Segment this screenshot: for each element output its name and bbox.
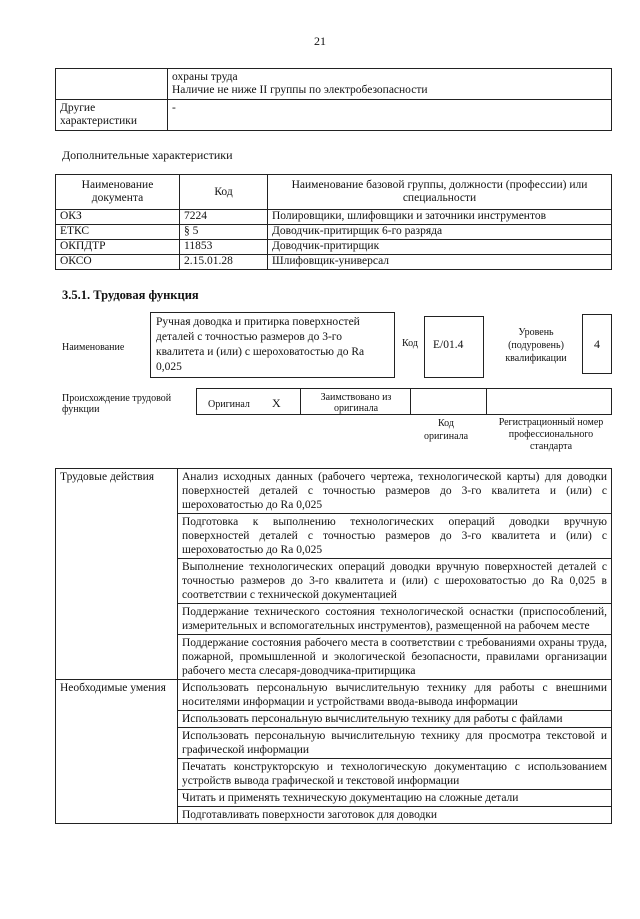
cell: ОКПДТР bbox=[56, 240, 180, 255]
level-label: Уровень (подуровень) квалификации bbox=[505, 327, 567, 364]
function-name: Ручная доводка и притирка поверхностей деталей с точностью размеров до 3-го квалитета и (или) с шероховатостью до Ra 0,025 bbox=[156, 316, 365, 373]
page-number: 21 bbox=[314, 34, 326, 48]
borrowed-label: Заимствовано из оригинала bbox=[320, 392, 392, 414]
action-item: Выполнение технологических операций доводки вручную поверхностей деталей с точностью размеров до 3-го квалитета и (или) с шероховатостью до Ra 0,025 в соответствии с технической документацией bbox=[178, 559, 612, 604]
row-label: Другие характеристики bbox=[56, 100, 168, 131]
cell: ОКЗ bbox=[56, 210, 180, 225]
origin-divider-2 bbox=[410, 388, 411, 415]
table-row bbox=[56, 469, 612, 514]
skills-label: Необходимые умения bbox=[56, 680, 178, 824]
table-row bbox=[56, 255, 612, 270]
cell: § 5 bbox=[180, 225, 268, 240]
cell: 2.15.01.28 bbox=[180, 255, 268, 270]
code-label: Код bbox=[402, 338, 418, 349]
row-value bbox=[168, 69, 612, 100]
skill-item: Читать и применять техническую документацию на сложные детали bbox=[178, 790, 612, 807]
table-row bbox=[56, 240, 612, 255]
col-header: Наименование документа bbox=[56, 175, 180, 210]
code-original-label: Код оригинала bbox=[423, 418, 469, 442]
origin-divider-3 bbox=[486, 388, 487, 415]
skill-item: Использовать персональную вычислительную технику для работы с внешними носителями информации и устройствами ввода-вывода информации bbox=[178, 680, 612, 711]
origin-label: Происхождение трудовой функции bbox=[62, 393, 172, 415]
function-code: E/01.4 bbox=[433, 339, 464, 351]
origin-divider-1 bbox=[300, 388, 301, 415]
table-row bbox=[56, 225, 612, 240]
labor-details-table bbox=[55, 468, 612, 824]
cell: ОКСО bbox=[56, 255, 180, 270]
table-row bbox=[56, 210, 612, 225]
original-mark: X bbox=[272, 396, 281, 410]
cell: Доводчик-притирщик 6-го разряда bbox=[268, 225, 612, 240]
action-item: Поддержание технического состояния технологической оснастки (приспособлений, измерительных и вспомогательных инструментов), размещенной на рабочем месте bbox=[178, 604, 612, 635]
name-label: Наименование bbox=[62, 342, 125, 353]
original-label: Оригинал bbox=[208, 399, 250, 410]
actions-label: Трудовые действия bbox=[56, 469, 178, 680]
row-label bbox=[56, 69, 168, 100]
skill-item: Использовать персональную вычислительную технику для просмотра текстовой и графической информации bbox=[178, 728, 612, 759]
function-name-box bbox=[150, 312, 395, 378]
cell: Доводчик-притирщик bbox=[268, 240, 612, 255]
col-header: Код bbox=[180, 175, 268, 210]
col-header: Наименование базовой группы, должности (профессии) или специальности bbox=[268, 175, 612, 210]
cell: ЕТКС bbox=[56, 225, 180, 240]
action-item: Поддержание состояния рабочего места в соответствии с требованиями охраны труда, пожарной, промышленной и экологической безопасности, правилами организации рабочего места слесаря-доводчика-притирщика bbox=[178, 635, 612, 680]
value-line: Наличие не ниже II группы по электробезопасности bbox=[172, 84, 428, 96]
action-item: Подготовка к выполнению технологических операций доводки вручную поверхностей деталей с точностью размеров до 3-го квалитета и (или) с шероховатостью до Ra 0,025 bbox=[178, 514, 612, 559]
skill-item: Использовать персональную вычислительную технику для работы с файлами bbox=[178, 711, 612, 728]
level-box bbox=[582, 314, 612, 374]
value-line: охраны труда bbox=[172, 71, 238, 83]
additional-characteristics-table bbox=[55, 174, 612, 270]
cell: 11853 bbox=[180, 240, 268, 255]
header-row bbox=[56, 175, 612, 210]
skill-item: Подготавливать поверхности заготовок для доводки bbox=[178, 807, 612, 824]
table-row bbox=[56, 680, 612, 711]
reg-number-label: Регистрационный номер профессионального стандарта bbox=[498, 417, 604, 452]
cell: Шлифовщик-универсал bbox=[268, 255, 612, 270]
level-value: 4 bbox=[594, 337, 600, 351]
action-item: Анализ исходных данных (рабочего чертежа, технологической карты) для доводки поверхностей деталей с точностью размеров до 3-го квалитета и (или) с шероховатостью до Ra 0,025 bbox=[178, 469, 612, 514]
function-code-box bbox=[424, 316, 484, 378]
section-title: 3.5.1. Трудовая функция bbox=[62, 288, 199, 302]
cell: Полировщики, шлифовщики и заточники инструментов bbox=[268, 210, 612, 225]
skill-item: Печатать конструкторскую и технологическую документацию с использованием устройств вывода графической и текстовой информации bbox=[178, 759, 612, 790]
cell: 7224 bbox=[180, 210, 268, 225]
row-value: - bbox=[168, 100, 612, 131]
table-row bbox=[56, 69, 612, 100]
additional-heading: Дополнительные характеристики bbox=[62, 148, 233, 162]
top-characteristics-table bbox=[55, 68, 612, 131]
table-row bbox=[56, 100, 612, 131]
